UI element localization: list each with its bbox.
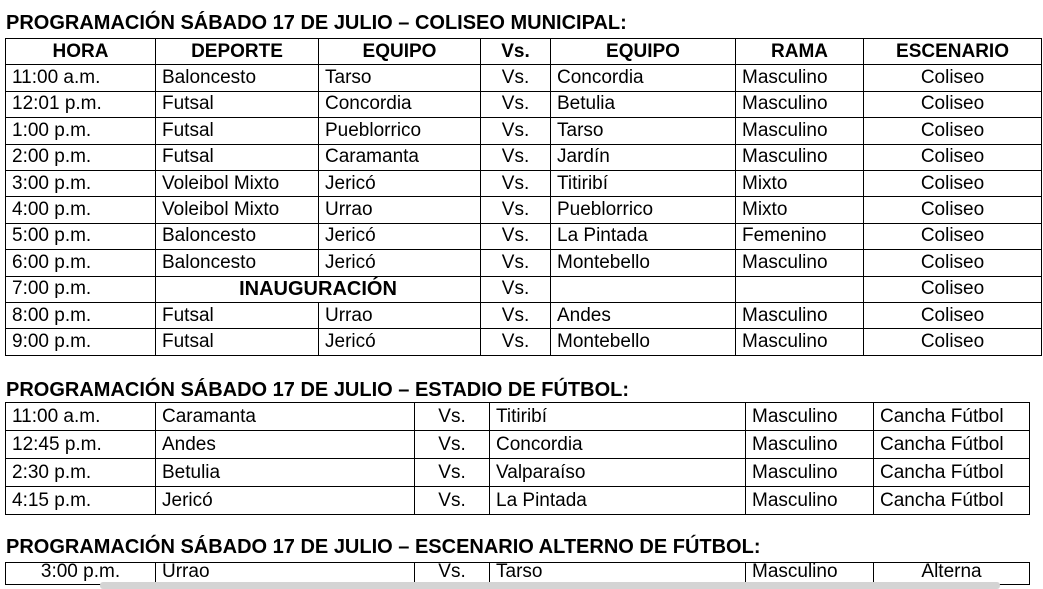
branch-cell	[736, 276, 864, 302]
venue-cell: Coliseo	[864, 144, 1042, 170]
branch-cell: Masculino	[746, 563, 874, 585]
team-cell: Jericó	[319, 170, 481, 196]
table-row	[6, 329, 1042, 355]
vs-cell: Vs.	[415, 563, 490, 585]
sport-cell: Futsal	[156, 118, 319, 144]
venue-cell: Cancha Fútbol	[874, 403, 1030, 431]
time-cell: 9:00 p.m.	[6, 329, 156, 355]
table-row	[6, 118, 1042, 144]
time-cell: 1:00 p.m.	[6, 118, 156, 144]
team-cell: Betulia	[156, 459, 415, 487]
table-row	[6, 144, 1042, 170]
team-cell: Urrao	[156, 563, 415, 585]
vs-cell: Vs.	[415, 431, 490, 459]
sport-cell: Futsal	[156, 302, 319, 328]
opponent-cell: Concordia	[490, 431, 746, 459]
vs-cell: Vs.	[481, 302, 551, 328]
time-cell: 7:00 p.m.	[6, 276, 156, 302]
opponent-cell: Titiribí	[551, 170, 736, 196]
opponent-cell: Tarso	[551, 118, 736, 144]
opponent-cell: La Pintada	[490, 487, 746, 515]
column-header: DEPORTE	[156, 39, 319, 65]
opponent-cell: Tarso	[490, 563, 746, 585]
sport-cell: Futsal	[156, 329, 319, 355]
time-cell: 2:30 p.m.	[6, 459, 156, 487]
vs-cell: Vs.	[415, 459, 490, 487]
branch-cell: Masculino	[746, 431, 874, 459]
section-title-coliseo: PROGRAMACIÓN SÁBADO 17 DE JULIO – COLISEO MUNICIPAL:	[6, 12, 627, 34]
time-cell: 5:00 p.m.	[6, 223, 156, 249]
column-header: Vs.	[481, 39, 551, 65]
opponent-cell: Andes	[551, 302, 736, 328]
estadio-schedule-table	[5, 402, 1030, 515]
column-header: HORA	[6, 39, 156, 65]
branch-cell: Masculino	[746, 459, 874, 487]
opponent-cell: Betulia	[551, 91, 736, 117]
team-cell: Pueblorrico	[319, 118, 481, 144]
time-cell: 4:00 p.m.	[6, 197, 156, 223]
vs-cell: Vs.	[481, 118, 551, 144]
table-row	[6, 403, 1030, 431]
venue-cell: Cancha Fútbol	[874, 459, 1030, 487]
branch-cell: Masculino	[746, 403, 874, 431]
time-cell: 2:00 p.m.	[6, 144, 156, 170]
team-cell: Concordia	[319, 91, 481, 117]
vs-cell: Vs.	[481, 170, 551, 196]
branch-cell: Masculino	[736, 144, 864, 170]
venue-cell: Coliseo	[864, 276, 1042, 302]
section-title-estadio: PROGRAMACIÓN SÁBADO 17 DE JULIO – ESTADIO DE FÚTBOL:	[6, 379, 630, 401]
venue-cell: Cancha Fútbol	[874, 487, 1030, 515]
branch-cell: Masculino	[736, 118, 864, 144]
branch-cell: Masculino	[736, 91, 864, 117]
opponent-cell	[551, 276, 736, 302]
sport-cell: Voleibol Mixto	[156, 197, 319, 223]
sport-cell: Baloncesto	[156, 250, 319, 276]
sport-cell: Baloncesto	[156, 223, 319, 249]
branch-cell: Masculino	[736, 250, 864, 276]
team-cell: Andes	[156, 431, 415, 459]
vs-cell: Vs.	[481, 144, 551, 170]
branch-cell: Masculino	[736, 302, 864, 328]
sport-cell: Voleibol Mixto	[156, 170, 319, 196]
horizontal-scrollbar[interactable]	[100, 582, 1000, 589]
team-cell: Urrao	[319, 197, 481, 223]
table-row	[6, 65, 1042, 91]
column-header: EQUIPO	[551, 39, 736, 65]
table-row	[6, 91, 1042, 117]
opponent-cell: Pueblorrico	[551, 197, 736, 223]
vs-cell: Vs.	[481, 223, 551, 249]
venue-cell: Cancha Fútbol	[874, 431, 1030, 459]
team-cell: Jericó	[319, 250, 481, 276]
opponent-cell: Valparaíso	[490, 459, 746, 487]
venue-cell: Coliseo	[864, 65, 1042, 91]
venue-cell: Alterna	[874, 563, 1030, 585]
branch-cell: Masculino	[736, 65, 864, 91]
column-header: RAMA	[736, 39, 864, 65]
vs-cell: Vs.	[481, 250, 551, 276]
table-row	[6, 250, 1042, 276]
table-row	[6, 302, 1042, 328]
venue-cell: Coliseo	[864, 91, 1042, 117]
opponent-cell: Titiribí	[490, 403, 746, 431]
opponent-cell: Jardín	[551, 144, 736, 170]
team-cell: Jericó	[319, 329, 481, 355]
opponent-cell: La Pintada	[551, 223, 736, 249]
time-cell: 3:00 p.m.	[6, 563, 156, 585]
time-cell: 12:45 p.m.	[6, 431, 156, 459]
branch-cell: Mixto	[736, 197, 864, 223]
venue-cell: Coliseo	[864, 170, 1042, 196]
vs-cell: Vs.	[481, 197, 551, 223]
vs-cell: Vs.	[481, 329, 551, 355]
team-cell: Jericó	[156, 487, 415, 515]
coliseo-schedule-table	[5, 38, 1042, 356]
vs-cell: Vs.	[481, 276, 551, 302]
vs-cell: Vs.	[415, 403, 490, 431]
sport-cell: Baloncesto	[156, 65, 319, 91]
opponent-cell: Concordia	[551, 65, 736, 91]
table-row	[6, 459, 1030, 487]
venue-cell: Coliseo	[864, 118, 1042, 144]
venue-cell: Coliseo	[864, 250, 1042, 276]
time-cell: 11:00 a.m.	[6, 403, 156, 431]
team-cell: Urrao	[319, 302, 481, 328]
table-row	[6, 170, 1042, 196]
inauguration-cell: INAUGURACIÓN	[156, 276, 481, 302]
opponent-cell: Montebello	[551, 250, 736, 276]
time-cell: 12:01 p.m.	[6, 91, 156, 117]
table-header-row	[6, 39, 1042, 65]
team-cell: Caramanta	[156, 403, 415, 431]
sport-cell: Futsal	[156, 144, 319, 170]
column-header: EQUIPO	[319, 39, 481, 65]
vs-cell: Vs.	[481, 91, 551, 117]
team-cell: Caramanta	[319, 144, 481, 170]
table-row	[6, 431, 1030, 459]
venue-cell: Coliseo	[864, 197, 1042, 223]
table-row	[6, 197, 1042, 223]
time-cell: 4:15 p.m.	[6, 487, 156, 515]
branch-cell: Femenino	[736, 223, 864, 249]
time-cell: 6:00 p.m.	[6, 250, 156, 276]
branch-cell: Masculino	[736, 329, 864, 355]
team-cell: Jericó	[319, 223, 481, 249]
column-header: ESCENARIO	[864, 39, 1042, 65]
venue-cell: Coliseo	[864, 302, 1042, 328]
time-cell: 11:00 a.m.	[6, 65, 156, 91]
table-row	[6, 276, 1042, 302]
time-cell: 3:00 p.m.	[6, 170, 156, 196]
sport-cell: Futsal	[156, 91, 319, 117]
branch-cell: Masculino	[746, 487, 874, 515]
vs-cell: Vs.	[481, 65, 551, 91]
section-title-alterno: PROGRAMACIÓN SÁBADO 17 DE JULIO – ESCENARIO ALTERNO DE FÚTBOL:	[6, 536, 761, 558]
table-row	[6, 223, 1042, 249]
venue-cell: Coliseo	[864, 329, 1042, 355]
venue-cell: Coliseo	[864, 223, 1042, 249]
branch-cell: Mixto	[736, 170, 864, 196]
time-cell: 8:00 p.m.	[6, 302, 156, 328]
opponent-cell: Montebello	[551, 329, 736, 355]
table-row	[6, 487, 1030, 515]
team-cell: Tarso	[319, 65, 481, 91]
vs-cell: Vs.	[415, 487, 490, 515]
